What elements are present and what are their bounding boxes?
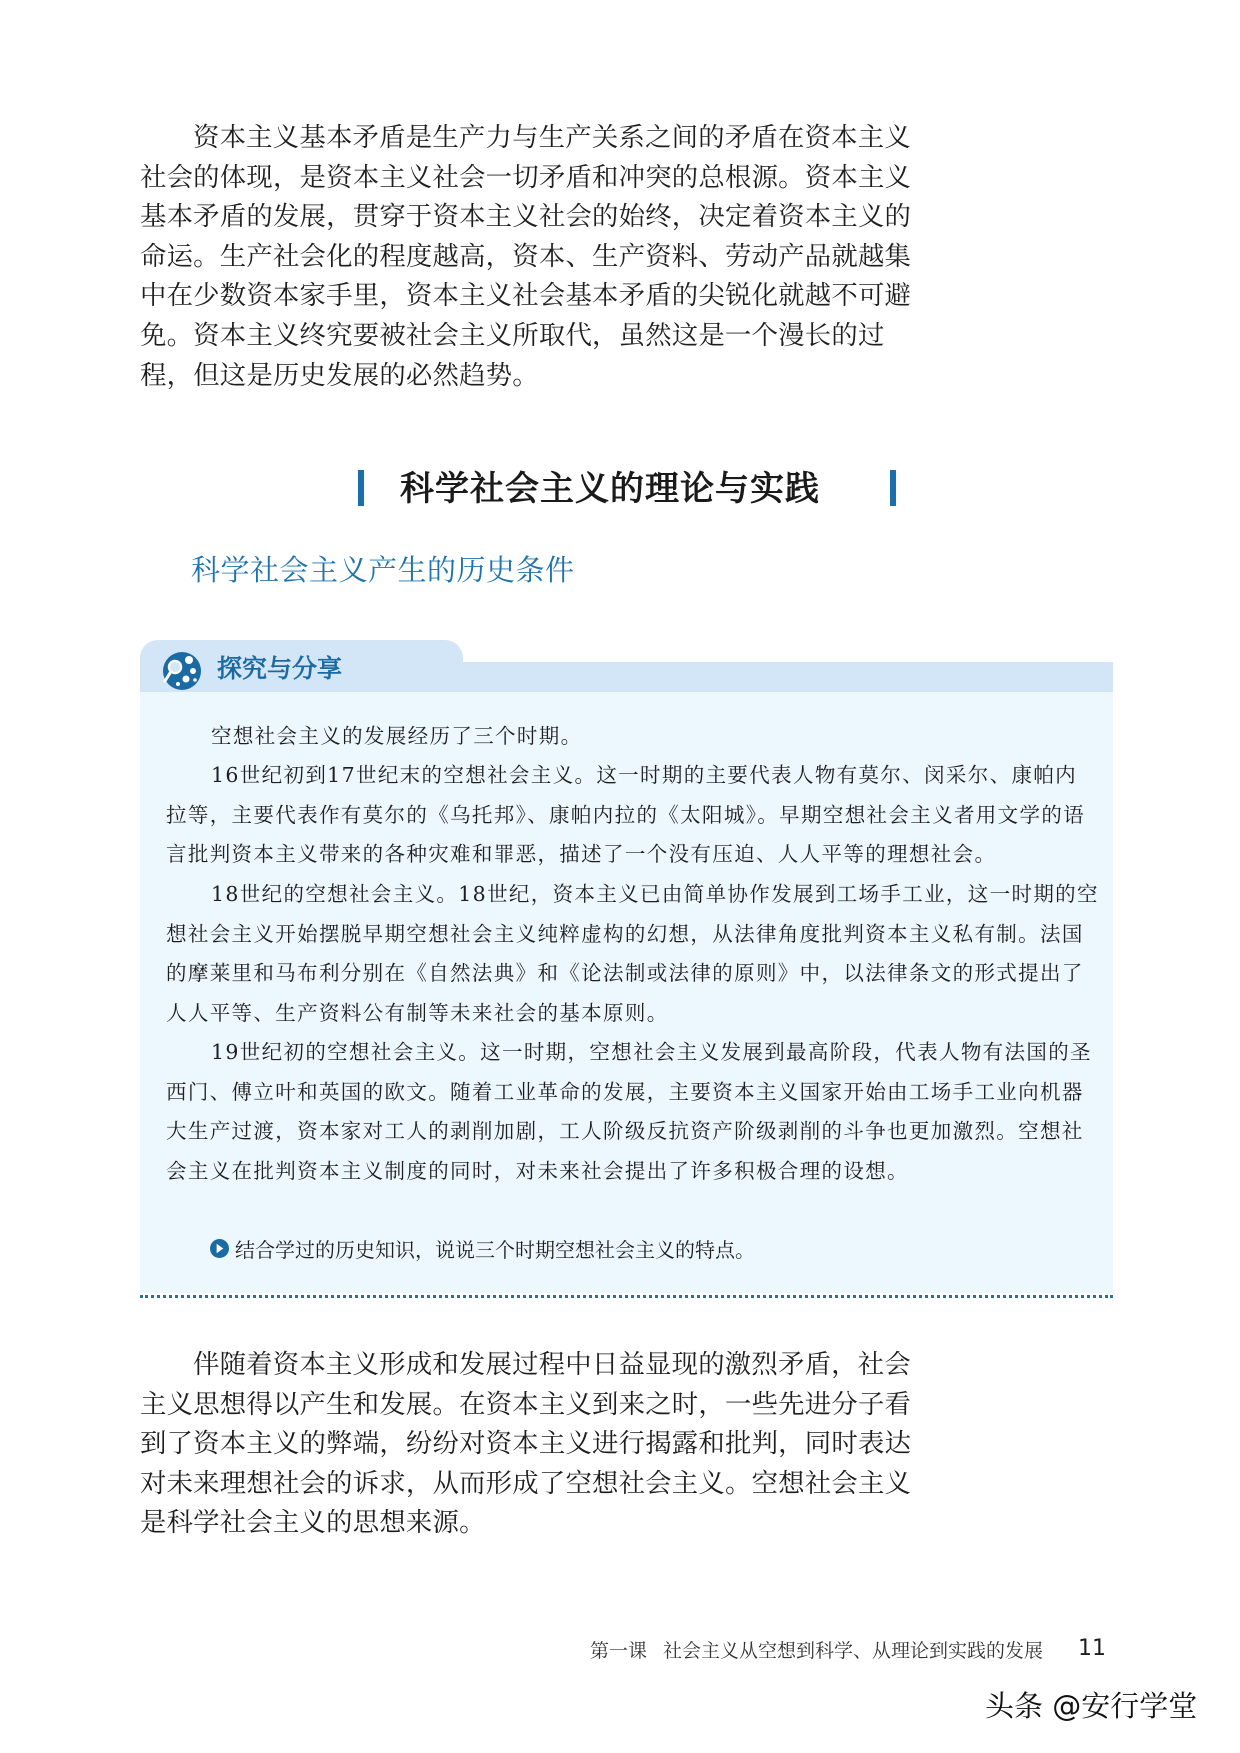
watermark: 头条 @安行学堂 xyxy=(985,1689,1198,1723)
text-line: 主义思想得以产生和发展。在资本主义到来之时，一些先进分子看 xyxy=(140,1388,912,1420)
text-line: 社会的体现，是资本主义社会一切矛盾和冲突的总根源。资本主义 xyxy=(140,161,912,193)
page-footer xyxy=(590,1636,1043,1666)
subsection-title: 科学社会主义产生的历史条件 xyxy=(191,553,575,587)
text-line: 是科学社会主义的思想来源。 xyxy=(140,1507,486,1539)
text-line: 程，但这是历史发展的必然趋势。 xyxy=(140,359,539,391)
text-line: 19世纪初的空想社会主义。这一时期，空想社会主义发展到最高阶段，代表人物有法国的圣 xyxy=(211,1040,1092,1064)
footer-chapter-title: 社会主义从空想到科学、从理论到实践的发展 xyxy=(663,1640,1044,1662)
text-line: 中在少数资本家手里，资本主义社会基本矛盾的尖锐化就越不可避 xyxy=(140,280,912,312)
box-title: 探究与分享 xyxy=(217,654,343,683)
box-paragraph-19th-century xyxy=(166,1033,1092,1191)
text-line: 人人平等、生产资料公有制等未来社会的基本原则。 xyxy=(166,1000,669,1025)
box-intro xyxy=(166,717,582,757)
text-line: 对未来理想社会的诉求，从而形成了空想社会主义。空想社会主义 xyxy=(140,1467,912,1499)
section-title: 科学社会主义的理论与实践 xyxy=(400,469,820,509)
box-paragraph-18th-century xyxy=(166,875,1099,1033)
text-line: 言批判资本主义带来的各种灾难和罪恶，描述了一个没有压迫、人人平等的理想社会。 xyxy=(166,842,997,866)
question-text: 结合学过的历史知识，说说三个时期空想社会主义的特点。 xyxy=(235,1237,755,1262)
text-line: 资本主义基本矛盾是生产力与生产关系之间的矛盾在资本主义 xyxy=(193,122,911,153)
closing-paragraph xyxy=(140,1345,912,1543)
text-line: 基本矛盾的发展，贯穿于资本主义社会的始终，决定着资本主义的 xyxy=(140,201,912,233)
text-line: 16世纪初到17世纪末的空想社会主义。这一时期的主要代表人物有莫尔、闵采尔、康帕内 xyxy=(211,763,1078,787)
section-heading xyxy=(0,462,1240,516)
magnifier-molecule-icon xyxy=(162,651,202,691)
text-line: 18世纪的空想社会主义。18世纪，资本主义已由简单协作发展到工场手工业，这一时期的空 xyxy=(211,882,1099,906)
text-line: 的摩莱里和马布利分别在《自然法典》和《论法制或法律的原则》中，以法律条文的形式提出了 xyxy=(166,961,1084,985)
text-line: 伴随着资本主义形成和发展过程中日益显现的激烈矛盾，社会 xyxy=(193,1349,911,1380)
box-paragraph-16th-century xyxy=(166,756,1085,875)
text-line: 会主义在批判资本主义制度的同时，对未来社会提出了许多积极合理的设想。 xyxy=(166,1158,909,1183)
text-line: 大生产过渡，资本家对工人的剥削加剧，工人阶级反抗资产阶级剥削的斗争也更加激烈。空想社 xyxy=(166,1119,1084,1143)
heading-bar-left xyxy=(358,470,364,506)
heading-bar-right xyxy=(890,470,896,506)
discussion-question xyxy=(210,1233,755,1263)
text-line: 免。资本主义终究要被社会主义所取代，虽然这是一个漫长的过 xyxy=(140,319,885,351)
text-line: 空想社会主义的发展经历了三个时期。 xyxy=(211,724,583,748)
text-line: 想社会主义开始摆脱早期空想社会主义纯粹虚构的幻想，从法律角度批判资本主义私有制。法国 xyxy=(166,921,1084,946)
text-line: 西门、傅立叶和英国的欧文。随着工业革命的发展，主要资本主义国家开始由工场手工业向机器 xyxy=(166,1079,1084,1104)
text-line: 到了资本主义的弊端，纷纷对资本主义进行揭露和批判，同时表达 xyxy=(140,1428,912,1460)
page-number: 11 xyxy=(1078,1636,1106,1661)
footer-lesson: 第一课 xyxy=(590,1640,648,1662)
text-line: 命运。生产社会化的程度越高，资本、生产资料、劳动产品就越集 xyxy=(140,240,912,272)
intro-paragraph xyxy=(140,118,912,395)
arrow-bullet-icon xyxy=(210,1239,229,1258)
box-dotted-divider xyxy=(140,1295,1113,1298)
text-line: 拉等，主要代表作有莫尔的《乌托邦》、康帕内拉的《太阳城》。早期空想社会主义者用文学的语 xyxy=(166,802,1086,827)
